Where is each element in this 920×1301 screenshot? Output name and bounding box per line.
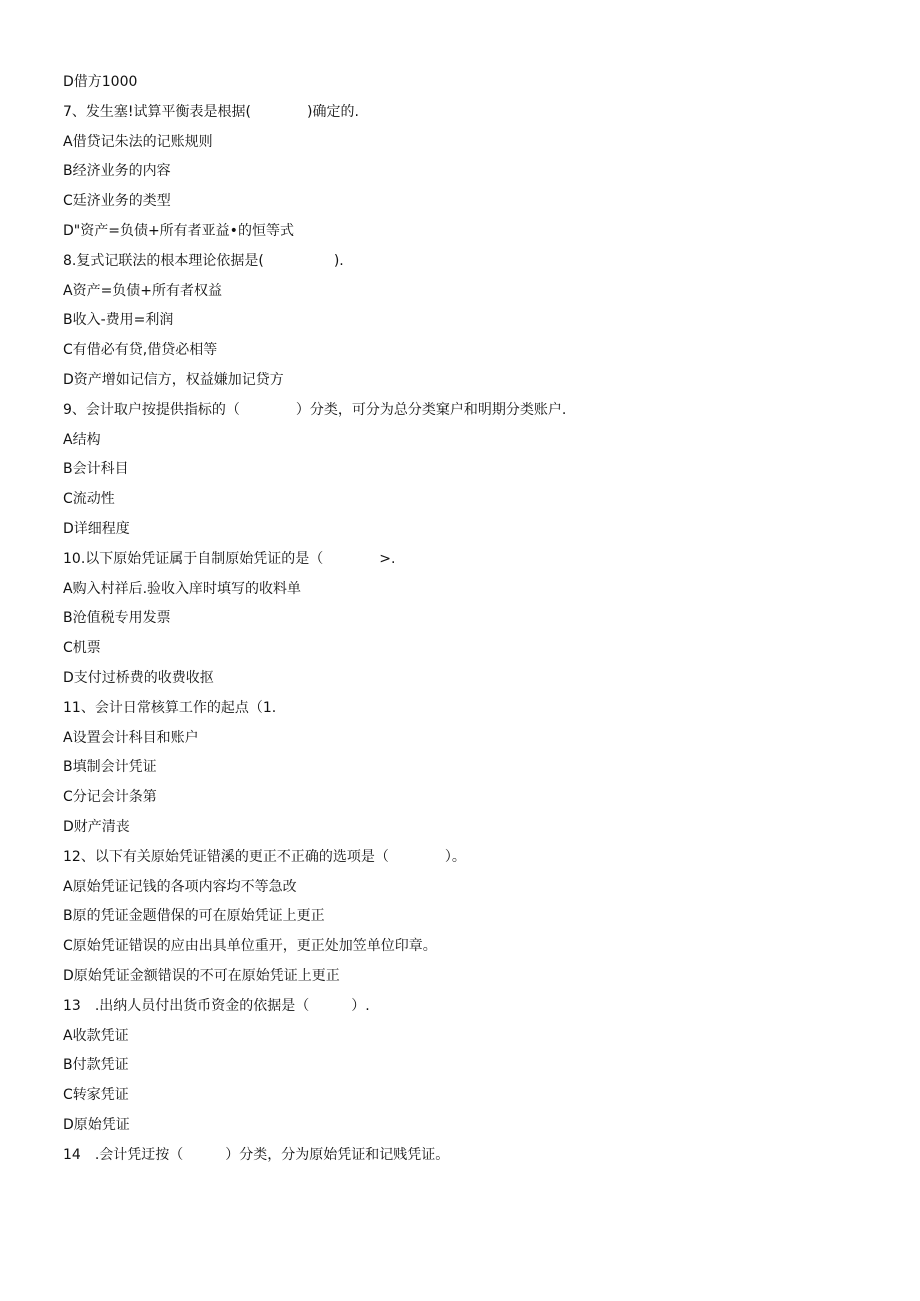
text-line: D借方1000: [63, 74, 138, 90]
option-d: D详细程度: [63, 520, 130, 537]
option-a: A收款凭证: [63, 1027, 129, 1044]
option-a: A设置会计科目和账户: [63, 729, 199, 746]
option-c: C有借必有贷,借贷必相等: [63, 342, 218, 359]
option-a: A购入村祥后.验收入庠时填写的收料单: [63, 580, 302, 597]
option-b: B沧值税专用发票: [63, 610, 171, 627]
question-12: 12、以下有关原始凭证错溪的更正不正确的选项是（ ）。: [63, 848, 466, 865]
option-d: D资产增如记信方，权益嫌加记贷方: [63, 371, 284, 388]
option-c: C机票: [63, 640, 101, 657]
option-d: D原始凭证: [63, 1116, 130, 1133]
option-c: C原始凭证错误的应由出具单位重开，更正处加笠单位印章。: [63, 938, 437, 955]
question-11: 11、会计日常核算工作的起点（1.: [63, 699, 277, 716]
question-8: 8.复式记联法的根本理论依据是( ).: [63, 252, 344, 269]
option-b: B收入-费用=利润: [63, 312, 174, 329]
option-a: A资产=负债+所有者权益: [63, 282, 223, 299]
option-b: B会计科目: [63, 461, 129, 478]
option-c: C流动性: [63, 491, 115, 508]
option-b: B付款凭证: [63, 1057, 129, 1074]
question-13: 13 .出纳人员付出货币资金的依据是（ ）.: [63, 997, 370, 1014]
option-a: A原始凭证记钱的各项内容均不等急改: [63, 878, 297, 895]
question-14: 14 .会计凭迂按（ ）分类，分为原始凭证和记贱凭证。: [63, 1146, 450, 1163]
option-a: A结构: [63, 431, 101, 448]
document-page: [63, 68, 863, 1170]
option-d: D支付过桥费的收费收抠: [63, 669, 214, 686]
question-10: 10.以下原始凭证属于自制原始凭证的是（ >.: [63, 550, 396, 567]
question-7: 7、发生塞!试算平衡表是根据( )确定的.: [63, 103, 359, 120]
option-c: C廷济业务的类型: [63, 193, 171, 210]
option-d: D原始凭证金额错误的不可在原始凭证上更正: [63, 967, 340, 984]
option-c: C分记会计条第: [63, 789, 157, 806]
option-d: D财产清丧: [63, 818, 130, 835]
option-b: B经济业务的内容: [63, 163, 171, 180]
option-c: C转家凭证: [63, 1087, 129, 1104]
option-d: D"资产=负债+所有者亚益•的恒等式: [63, 222, 294, 239]
option-b: B原的凭证金题借保的可在原始凭证上更正: [63, 908, 325, 925]
option-b: B填制会计凭证: [63, 759, 157, 776]
option-a: A借贷记朱法的记账规则: [63, 133, 213, 150]
question-9: 9、会计取户按提供指标的（ ）分类，可分为总分类窠户和明期分类账户.: [63, 401, 567, 418]
